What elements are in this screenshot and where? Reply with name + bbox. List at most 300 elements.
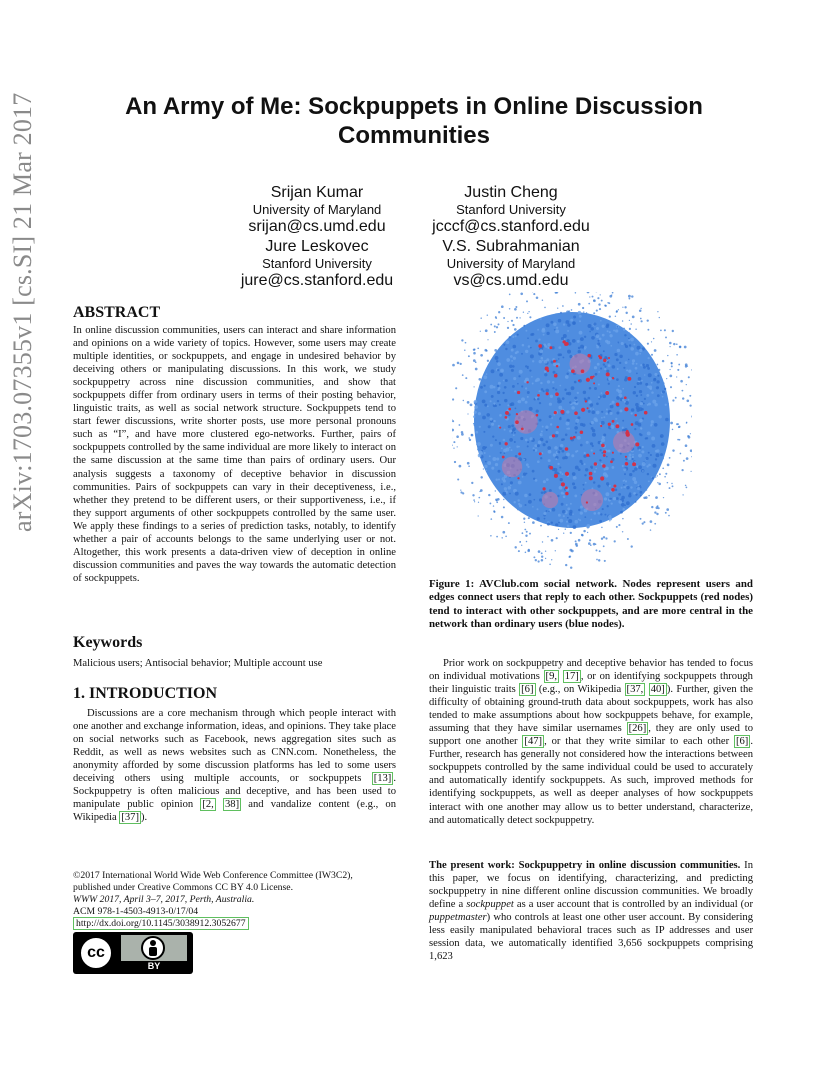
- ordinary-user-node: [636, 409, 639, 412]
- ordinary-user-node: [523, 473, 526, 476]
- ordinary-user-node: [562, 456, 565, 459]
- citation-link[interactable]: [37,: [626, 684, 644, 696]
- ordinary-user-node: [546, 332, 549, 335]
- sockpuppet-node: [499, 427, 501, 429]
- ordinary-user-node: [632, 316, 635, 319]
- ordinary-user-node: [503, 344, 505, 346]
- ordinary-user-node: [540, 457, 542, 459]
- ordinary-user-node: [629, 320, 630, 321]
- sockpuppet-node: [536, 414, 539, 417]
- ordinary-user-node: [487, 360, 489, 362]
- ordinary-user-node: [622, 388, 624, 390]
- ordinary-user-node: [510, 355, 513, 358]
- ordinary-user-node: [460, 489, 461, 490]
- cc-license-badge[interactable]: [73, 932, 193, 974]
- text-run: ) who controls at least one other user account. By considering less easily manipulated behavioral traces such as IP addresses and user session data, we automatically identified 3,656 sockpuppets comprising 1,623: [429, 912, 753, 963]
- ordinary-user-node: [529, 369, 531, 371]
- ordinary-user-node: [616, 389, 619, 392]
- ordinary-user-node: [575, 540, 577, 542]
- ordinary-user-node: [632, 470, 635, 473]
- ordinary-user-node: [557, 400, 560, 403]
- ordinary-user-node: [650, 529, 651, 530]
- ordinary-user-node: [606, 456, 608, 458]
- citation-link[interactable]: [37]: [121, 812, 140, 824]
- ordinary-user-node: [490, 418, 493, 421]
- ordinary-user-node: [683, 460, 685, 462]
- ordinary-user-node: [490, 444, 493, 447]
- ordinary-user-node: [555, 388, 557, 390]
- sockpuppet-node: [625, 456, 627, 458]
- ordinary-user-node: [530, 354, 534, 358]
- ordinary-user-node: [536, 378, 540, 382]
- sockpuppet-node: [546, 392, 549, 395]
- ordinary-user-node: [641, 408, 644, 411]
- ordinary-user-node: [498, 470, 501, 473]
- ordinary-user-node: [643, 403, 645, 405]
- ordinary-user-node: [628, 370, 631, 373]
- sockpuppet-node: [581, 408, 585, 412]
- ordinary-user-node: [616, 497, 619, 500]
- ordinary-user-node: [550, 321, 553, 324]
- ordinary-user-node: [622, 531, 623, 532]
- ordinary-user-node: [459, 465, 462, 468]
- ordinary-user-node: [614, 353, 617, 356]
- ordinary-user-node: [624, 401, 626, 403]
- ordinary-user-node: [527, 466, 529, 468]
- ordinary-user-node: [572, 482, 575, 485]
- ordinary-user-node: [654, 403, 657, 406]
- ordinary-user-node: [543, 512, 546, 515]
- ordinary-user-node: [666, 378, 667, 379]
- sockpuppet-node: [521, 428, 524, 431]
- citation-link[interactable]: [6]: [735, 736, 749, 748]
- sockpuppet-node: [611, 488, 615, 492]
- ordinary-user-node: [478, 378, 481, 381]
- doi-link[interactable]: http://dx.doi.org/10.1145/3038912.3052677: [73, 917, 249, 930]
- sockpuppet-node: [539, 452, 542, 455]
- ordinary-user-node: [591, 410, 595, 414]
- ordinary-user-node: [622, 508, 625, 511]
- ordinary-user-node: [638, 423, 642, 427]
- ordinary-user-node: [647, 386, 649, 388]
- ordinary-user-node: [565, 564, 567, 566]
- ordinary-user-node: [498, 323, 500, 325]
- sockpuppet-node: [526, 381, 528, 383]
- ordinary-user-node: [557, 451, 560, 454]
- ordinary-user-node: [472, 494, 474, 496]
- ordinary-user-node: [492, 457, 496, 461]
- ordinary-user-node: [599, 449, 601, 451]
- ordinary-user-node: [539, 402, 541, 404]
- ordinary-user-node: [475, 431, 478, 434]
- sockpuppet-node: [589, 472, 593, 476]
- sockpuppet-node: [565, 486, 568, 489]
- ordinary-user-node: [610, 498, 612, 500]
- ordinary-user-node: [604, 368, 606, 370]
- ordinary-user-node: [596, 549, 598, 551]
- ordinary-user-node: [603, 363, 605, 365]
- emphasis: sockpuppet: [466, 899, 514, 911]
- ordinary-user-node: [568, 427, 570, 429]
- ordinary-user-node: [603, 468, 605, 470]
- ordinary-user-node: [632, 359, 635, 362]
- ordinary-user-node: [494, 331, 496, 333]
- ordinary-user-node: [579, 320, 581, 322]
- author-email: srijan@cs.umd.edu: [248, 218, 386, 235]
- ordinary-user-node: [539, 360, 542, 363]
- ordinary-user-node: [644, 398, 646, 400]
- ordinary-user-node: [617, 349, 621, 353]
- ordinary-user-node: [573, 525, 577, 529]
- ordinary-user-node: [658, 483, 661, 486]
- ordinary-user-node: [628, 359, 630, 361]
- ordinary-user-node: [662, 467, 664, 469]
- ordinary-user-node: [601, 527, 603, 529]
- ordinary-user-node: [498, 311, 500, 313]
- ordinary-user-node: [578, 311, 581, 314]
- ordinary-user-node: [501, 483, 503, 485]
- ordinary-user-node: [533, 293, 535, 295]
- ordinary-user-node: [601, 392, 603, 394]
- ordinary-user-node: [638, 465, 642, 469]
- ordinary-user-node: [538, 338, 540, 340]
- ordinary-user-node: [586, 524, 590, 528]
- text-run: ).: [141, 812, 148, 824]
- text-run: , they are only used to support one another: [429, 723, 753, 748]
- citation-link[interactable]: 17]: [564, 671, 579, 683]
- ordinary-user-node: [589, 539, 591, 541]
- ordinary-user-node: [542, 300, 543, 301]
- ordinary-user-node: [613, 497, 616, 500]
- ordinary-user-node: [493, 403, 495, 405]
- ordinary-user-node: [624, 473, 626, 475]
- ordinary-user-node: [626, 501, 630, 505]
- ordinary-user-node: [640, 402, 643, 405]
- ordinary-user-node: [685, 363, 688, 366]
- ordinary-user-node: [630, 486, 632, 488]
- citation-link[interactable]: [13]: [373, 773, 392, 785]
- sockpuppet-node: [508, 408, 511, 411]
- ordinary-user-node: [654, 349, 657, 352]
- ordinary-user-node: [622, 427, 624, 429]
- ordinary-user-node: [672, 330, 674, 332]
- ordinary-user-node: [607, 302, 609, 304]
- ordinary-user-node: [514, 390, 516, 392]
- citation-link[interactable]: [2,: [202, 799, 214, 811]
- ordinary-user-node: [519, 317, 520, 318]
- ordinary-user-node: [541, 559, 544, 562]
- ordinary-user-node: [576, 450, 578, 452]
- sockpuppet-node: [615, 424, 619, 428]
- ordinary-user-node: [654, 373, 657, 376]
- ordinary-user-node: [588, 542, 591, 545]
- ordinary-user-node: [628, 399, 630, 401]
- ordinary-user-node: [672, 449, 674, 451]
- footnote-line: WWW 2017, April 3–7, 2017, Perth, Australia.: [73, 894, 255, 905]
- ordinary-user-node: [647, 473, 649, 475]
- ordinary-user-node: [615, 418, 617, 420]
- ordinary-user-node: [471, 482, 473, 484]
- sockpuppet-node: [542, 487, 545, 490]
- ordinary-user-node: [615, 329, 618, 332]
- text-run: , or on identifying sockpuppets through their linguistic traits: [429, 671, 753, 696]
- ordinary-user-node: [636, 373, 638, 375]
- ordinary-user-node: [642, 470, 644, 472]
- ordinary-user-node: [602, 325, 605, 328]
- ordinary-user-node: [563, 493, 565, 495]
- ordinary-user-node: [584, 346, 587, 349]
- ordinary-user-node: [608, 383, 610, 385]
- author-name: V.S. Subrahmanian: [442, 238, 580, 255]
- ordinary-user-node: [497, 385, 499, 387]
- ordinary-user-node: [493, 510, 495, 512]
- ordinary-user-node: [630, 323, 632, 325]
- ordinary-user-node: [612, 365, 616, 369]
- ordinary-user-node: [635, 352, 639, 356]
- sockpuppet-node: [585, 400, 587, 402]
- ordinary-user-node: [691, 456, 692, 457]
- ordinary-user-node: [600, 320, 602, 322]
- ordinary-user-node: [452, 429, 454, 432]
- ordinary-user-node: [642, 446, 644, 448]
- ordinary-user-node: [650, 520, 653, 523]
- ordinary-user-node: [525, 387, 527, 389]
- footnote-line: ©2017 International World Wide Web Conference Committee (IW3C2),: [73, 870, 353, 881]
- ordinary-user-node: [519, 370, 523, 374]
- sockpuppet-node: [502, 456, 505, 459]
- ordinary-user-node: [483, 375, 487, 379]
- ordinary-user-node: [578, 539, 581, 542]
- ordinary-user-node: [589, 296, 590, 297]
- ordinary-user-node: [509, 438, 513, 442]
- ordinary-user-node: [566, 422, 570, 426]
- ordinary-user-node: [484, 349, 487, 352]
- citation-link[interactable]: [9,: [545, 671, 558, 683]
- ordinary-user-node: [571, 454, 574, 457]
- ordinary-user-node: [566, 339, 569, 342]
- ordinary-user-node: [452, 444, 453, 446]
- ordinary-user-node: [635, 501, 637, 503]
- ordinary-user-node: [613, 329, 615, 331]
- sockpuppet-node: [571, 369, 575, 373]
- ordinary-user-node: [566, 410, 569, 413]
- ordinary-user-node: [543, 334, 545, 336]
- sockpuppet-node: [635, 442, 639, 446]
- ordinary-user-node: [511, 449, 513, 451]
- ordinary-user-node: [584, 452, 586, 454]
- sockpuppet-node: [612, 377, 614, 379]
- ordinary-user-node: [647, 343, 649, 345]
- ordinary-user-node: [632, 456, 634, 458]
- ordinary-user-node: [567, 330, 569, 332]
- sockpuppet-node: [600, 425, 602, 427]
- ordinary-user-node: [663, 497, 664, 498]
- ordinary-user-node: [631, 295, 633, 297]
- sockpuppet-node: [587, 407, 589, 409]
- ordinary-user-node: [514, 308, 517, 311]
- citation-link[interactable]: [47]: [524, 736, 543, 748]
- sockpuppet-node: [581, 369, 585, 373]
- ordinary-user-node: [598, 559, 600, 561]
- ordinary-user-node: [596, 411, 600, 415]
- ordinary-user-node: [541, 552, 543, 554]
- ordinary-user-node: [553, 453, 556, 456]
- ordinary-user-node: [642, 363, 645, 366]
- ordinary-user-node: [558, 346, 561, 349]
- ordinary-user-node: [580, 337, 584, 341]
- ordinary-user-node: [504, 452, 506, 454]
- ordinary-user-node: [565, 320, 569, 324]
- ordinary-user-node: [497, 369, 499, 371]
- ordinary-user-node: [511, 360, 513, 362]
- ordinary-user-node: [673, 343, 675, 345]
- ordinary-user-node: [503, 499, 504, 500]
- ordinary-user-node: [503, 439, 506, 442]
- ordinary-user-node: [504, 429, 506, 431]
- ordinary-user-node: [594, 471, 596, 473]
- ordinary-user-node: [593, 299, 594, 300]
- ordinary-user-node: [623, 486, 625, 488]
- ordinary-user-node: [689, 404, 691, 406]
- ordinary-user-node: [581, 534, 583, 536]
- ordinary-user-node: [560, 444, 564, 448]
- ordinary-user-node: [490, 324, 492, 326]
- ordinary-user-node: [491, 467, 494, 470]
- ordinary-user-node: [492, 435, 494, 437]
- text-run: and vandalize content (e.g., on Wikipedia: [73, 799, 396, 824]
- ordinary-user-node: [544, 370, 546, 372]
- ordinary-user-node: [655, 450, 658, 453]
- ordinary-user-node: [496, 360, 498, 362]
- ordinary-user-node: [529, 407, 533, 411]
- sockpuppet-node: [517, 391, 520, 394]
- ordinary-user-node: [546, 429, 548, 431]
- ordinary-user-node: [547, 347, 549, 349]
- ordinary-user-node: [560, 312, 562, 314]
- ordinary-user-node: [572, 321, 575, 324]
- ordinary-user-node: [601, 411, 603, 413]
- ordinary-user-node: [488, 494, 490, 496]
- ordinary-user-node: [579, 331, 583, 335]
- ordinary-user-node: [657, 482, 658, 483]
- author-affiliation: Stanford University: [456, 202, 566, 217]
- ordinary-user-node: [657, 505, 659, 507]
- text-run: . Further, research has generally not considered how the interactions between sockpuppets controlled by the same individual could be used to accurately and automatically identify sockpuppets. As such, improved methods for identifying sockpuppets, as well as deeper analyses of how sockpuppets interact with one another may allow us to better understand, characterize, and automatically detect sockpuppetry.: [429, 736, 753, 826]
- ordinary-user-node: [646, 394, 649, 397]
- ordinary-user-node: [682, 494, 683, 495]
- text-run: , or that they write similar to each other: [544, 736, 734, 748]
- ordinary-user-node: [633, 492, 636, 495]
- ordinary-user-node: [623, 329, 625, 331]
- ordinary-user-node: [562, 305, 564, 307]
- ordinary-user-node: [619, 362, 621, 364]
- ordinary-user-node: [689, 395, 691, 397]
- ordinary-user-node: [600, 294, 601, 295]
- ordinary-user-node: [604, 365, 606, 367]
- ordinary-user-node: [524, 494, 528, 498]
- ordinary-user-node: [533, 556, 535, 558]
- ordinary-user-node: [605, 305, 607, 307]
- ordinary-user-node: [475, 368, 478, 371]
- ordinary-user-node: [503, 506, 505, 508]
- ordinary-user-node: [681, 390, 683, 392]
- sockpuppet-node: [578, 380, 580, 382]
- ordinary-user-node: [575, 466, 579, 470]
- sockpuppet-node: [613, 484, 616, 487]
- ordinary-user-node: [619, 355, 622, 358]
- ordinary-user-node: [669, 487, 671, 489]
- ordinary-user-node: [607, 361, 609, 363]
- citation-link[interactable]: [26]: [628, 723, 647, 735]
- ordinary-user-node: [503, 480, 506, 483]
- ordinary-user-node: [524, 504, 526, 506]
- ordinary-user-node: [640, 394, 642, 396]
- ordinary-user-node: [575, 419, 579, 423]
- ordinary-user-node: [554, 329, 556, 331]
- ordinary-user-node: [497, 391, 500, 394]
- ordinary-user-node: [686, 422, 688, 424]
- ordinary-user-node: [670, 422, 673, 425]
- text-run: . Sockpuppetry is often malicious and deceptive, and has been used to manipulate public opinion: [73, 773, 396, 811]
- sockpuppet-node: [602, 464, 606, 468]
- ordinary-user-node: [616, 422, 618, 424]
- ordinary-user-node: [465, 342, 467, 344]
- ordinary-user-node: [598, 371, 600, 373]
- ordinary-user-node: [584, 516, 586, 518]
- ordinary-user-node: [585, 468, 588, 471]
- sockpuppet-node: [517, 477, 519, 479]
- ordinary-user-node: [537, 560, 539, 562]
- sockpuppet-node: [505, 411, 509, 415]
- ordinary-user-node: [583, 311, 584, 312]
- ordinary-user-node: [587, 532, 588, 533]
- ordinary-user-node: [655, 458, 657, 460]
- text-run: Discussions are a core mechanism through which people interact with one another and exchange information, ideas, and opinions. They take place on social networks such as Facebook, news aggregation sites such as Reddit, as well as news websites such as CNN.com. Nonetheless, the anonymity afforded by some discussion platforms has led to some users deceiving others using multiple accounts, or sockpuppets: [73, 708, 396, 785]
- ordinary-user-node: [551, 539, 554, 542]
- ordinary-user-node: [605, 537, 607, 539]
- ordinary-user-node: [584, 463, 586, 465]
- ordinary-user-node: [584, 336, 586, 338]
- citation-link[interactable]: 38]: [225, 799, 240, 811]
- ordinary-user-node: [510, 485, 512, 487]
- ordinary-user-node: [603, 472, 607, 476]
- citation-link[interactable]: 40]: [650, 684, 665, 696]
- ordinary-user-node: [495, 439, 497, 441]
- ordinary-user-node: [506, 358, 510, 362]
- ordinary-user-node: [596, 559, 598, 561]
- ordinary-user-node: [671, 363, 673, 365]
- ordinary-user-node: [686, 457, 689, 460]
- ordinary-user-node: [536, 409, 539, 412]
- ordinary-user-node: [622, 465, 624, 467]
- ordinary-user-node: [502, 392, 504, 394]
- ordinary-user-node: [618, 524, 620, 526]
- ordinary-user-node: [623, 468, 626, 471]
- ordinary-user-node: [533, 449, 535, 451]
- ordinary-user-node: [593, 408, 595, 410]
- ordinary-user-node: [537, 329, 539, 331]
- sockpuppet-node: [625, 462, 629, 466]
- sockpuppet-node: [586, 501, 588, 503]
- ordinary-user-node: [479, 491, 480, 492]
- citation-link[interactable]: [6]: [521, 684, 534, 696]
- ordinary-user-node: [553, 371, 556, 374]
- keywords-text: Malicious users; Antisocial behavior; Multiple account use: [73, 658, 323, 669]
- ordinary-user-node: [612, 292, 614, 294]
- ordinary-user-node: [665, 512, 667, 514]
- ordinary-user-node: [669, 375, 672, 378]
- ordinary-user-node: [637, 487, 640, 490]
